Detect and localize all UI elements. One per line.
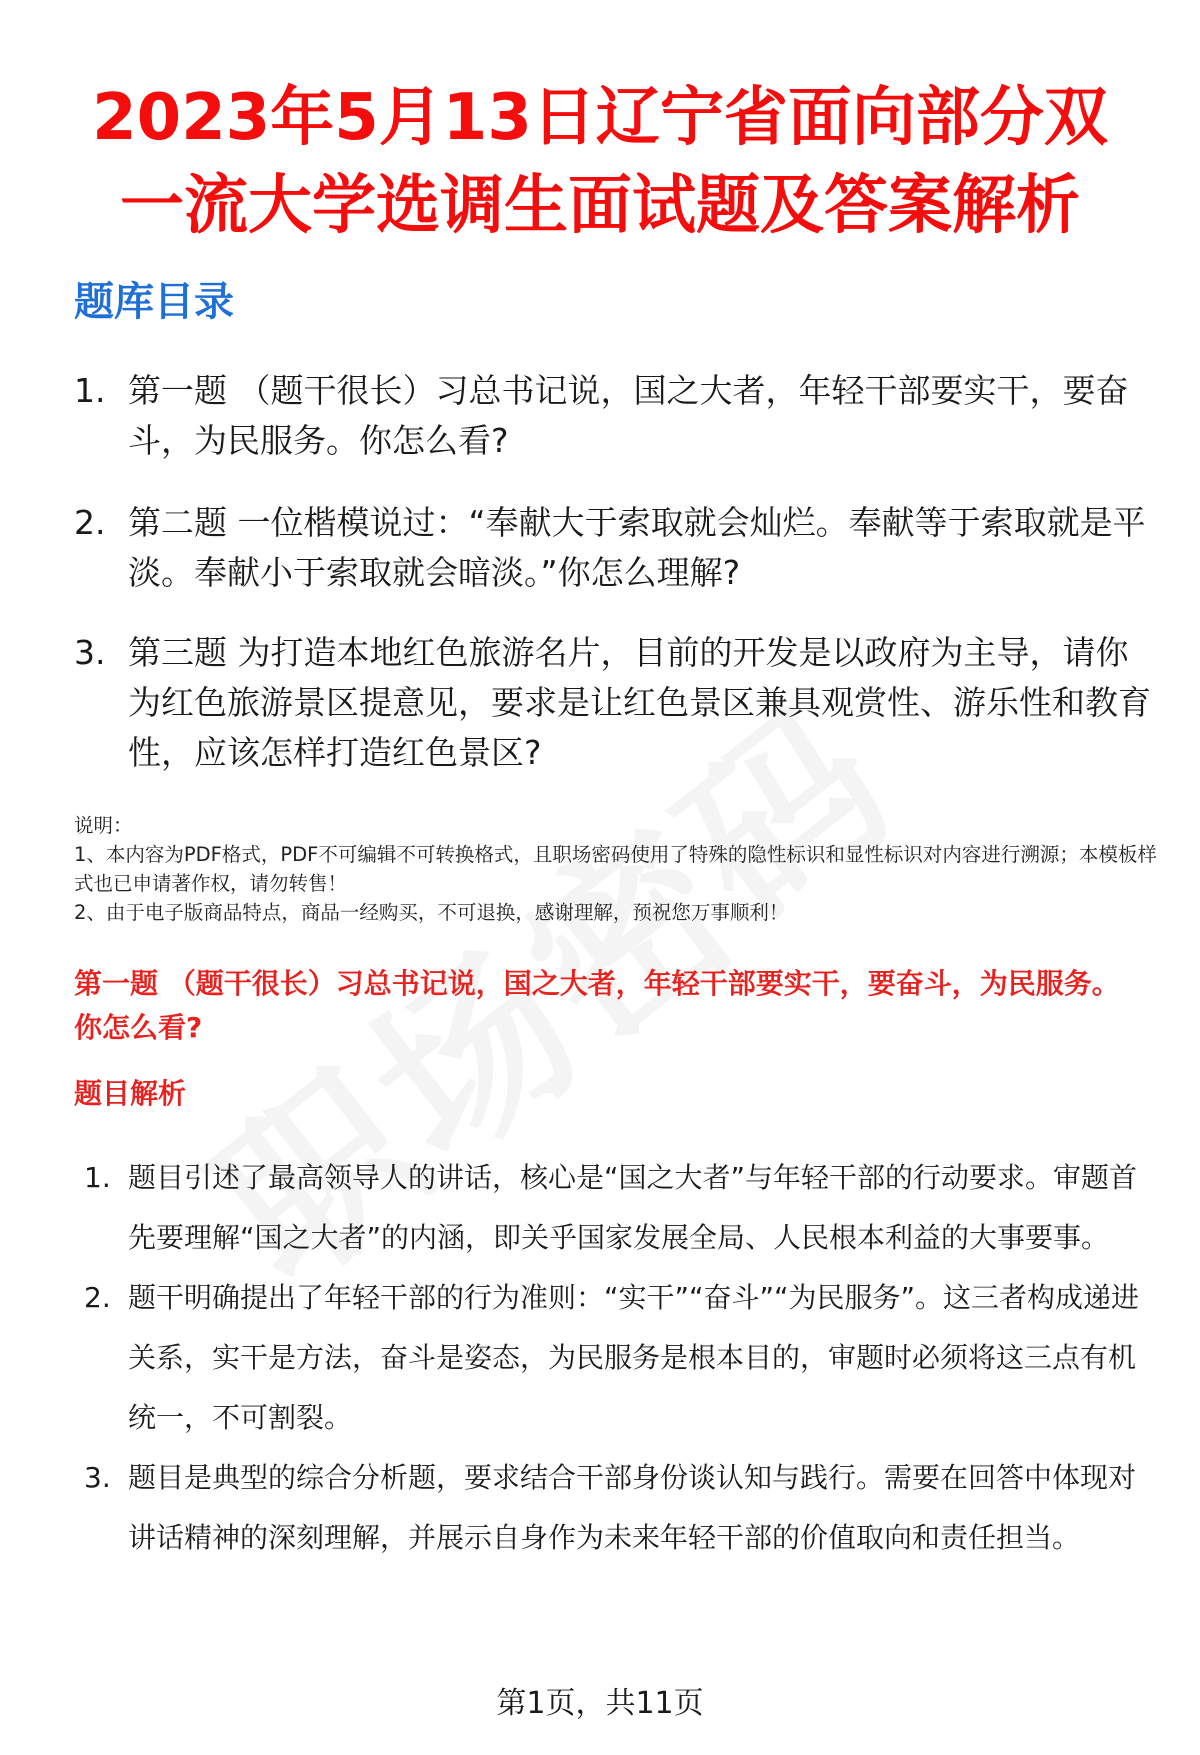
analysis-item-number: 2. [84, 1281, 111, 1314]
analysis-item-text: 题目是典型的综合分析题，要求结合干部身份谈认知与践行。需要在回答中体现对讲话精神的深刻理解，并展示自身作为未来年轻干部的价值取向和责任担当。 [128, 1461, 1137, 1554]
toc-heading: 题库目录 [74, 279, 234, 325]
analysis-heading: 题目解析 [74, 1077, 187, 1110]
analysis-list [84, 1148, 1144, 1568]
toc-item-text: 第二题 一位楷模说过：“奉献大于索取就会灿烂。奉献等于索取就是平淡。奉献小于索取就会暗淡。”你怎么理解? [128, 503, 1146, 592]
toc-item[interactable] [74, 366, 1154, 466]
toc-item[interactable] [74, 628, 1154, 778]
notes-section [74, 811, 1164, 927]
analysis-item-text: 题干明确提出了年轻干部的行为准则：“实干”“奋斗”“为民服务”。这三者构成递进关系，实干是方法，奋斗是姿态，为民服务是根本目的，审题时必须将这三点有机统一，不可割裂。 [128, 1281, 1140, 1434]
title-line-1: 2023年5月13日辽宁省面向部分双 [92, 81, 1108, 155]
analysis-item-number: 1. [84, 1161, 111, 1194]
page-footer: 第1页，共11页 [496, 1686, 704, 1721]
notes-line-2: 2、由于电子版商品特点，商品一经购买，不可退换，感谢理解，预祝您万事顺利！ [74, 901, 789, 924]
analysis-item [84, 1148, 1144, 1268]
toc-item-text: 第三题 为打造本地红色旅游名片，目前的开发是以政府为主导，请你为红色旅游景区提意见，要求是让红色景区兼具观赏性、游乐性和教育性，应该怎样打造红色景区? [128, 633, 1151, 772]
toc-item-number: 3. [74, 633, 106, 672]
toc-list [74, 366, 1154, 778]
toc-item[interactable] [74, 498, 1154, 598]
toc-item-number: 1. [74, 371, 106, 410]
analysis-item-text: 题目引述了最高领导人的讲话，核心是“国之大者”与年轻干部的行动要求。审题首先要理解“国之大者”的内涵，即关乎国家发展全局、人民根本利益的大事要事。 [128, 1161, 1138, 1254]
toc-item-text: 第一题 （题干很长）习总书记说，国之大者，年轻干部要实干，要奋斗，为民服务。你怎么看? [128, 371, 1129, 460]
analysis-item [84, 1448, 1144, 1568]
page-title [60, 74, 1140, 250]
analysis-item-number: 3. [84, 1461, 111, 1494]
question-heading: 第一题 （题干很长）习总书记说，国之大者，年轻干部要实干，要奋斗，为民服务。你怎么看? [74, 967, 1120, 1044]
toc-item-number: 2. [74, 503, 106, 542]
notes-line-1: 1、本内容为PDF格式，PDF不可编辑不可转换格式，且职场密码使用了特殊的隐性标识和显性标识对内容进行溯源；本模板样式也已申请著作权，请勿转售！ [74, 843, 1157, 895]
analysis-item [84, 1268, 1144, 1448]
notes-label: 说明： [74, 814, 133, 837]
title-line-2: 一流大学选调生面试题及答案解析 [120, 169, 1080, 243]
